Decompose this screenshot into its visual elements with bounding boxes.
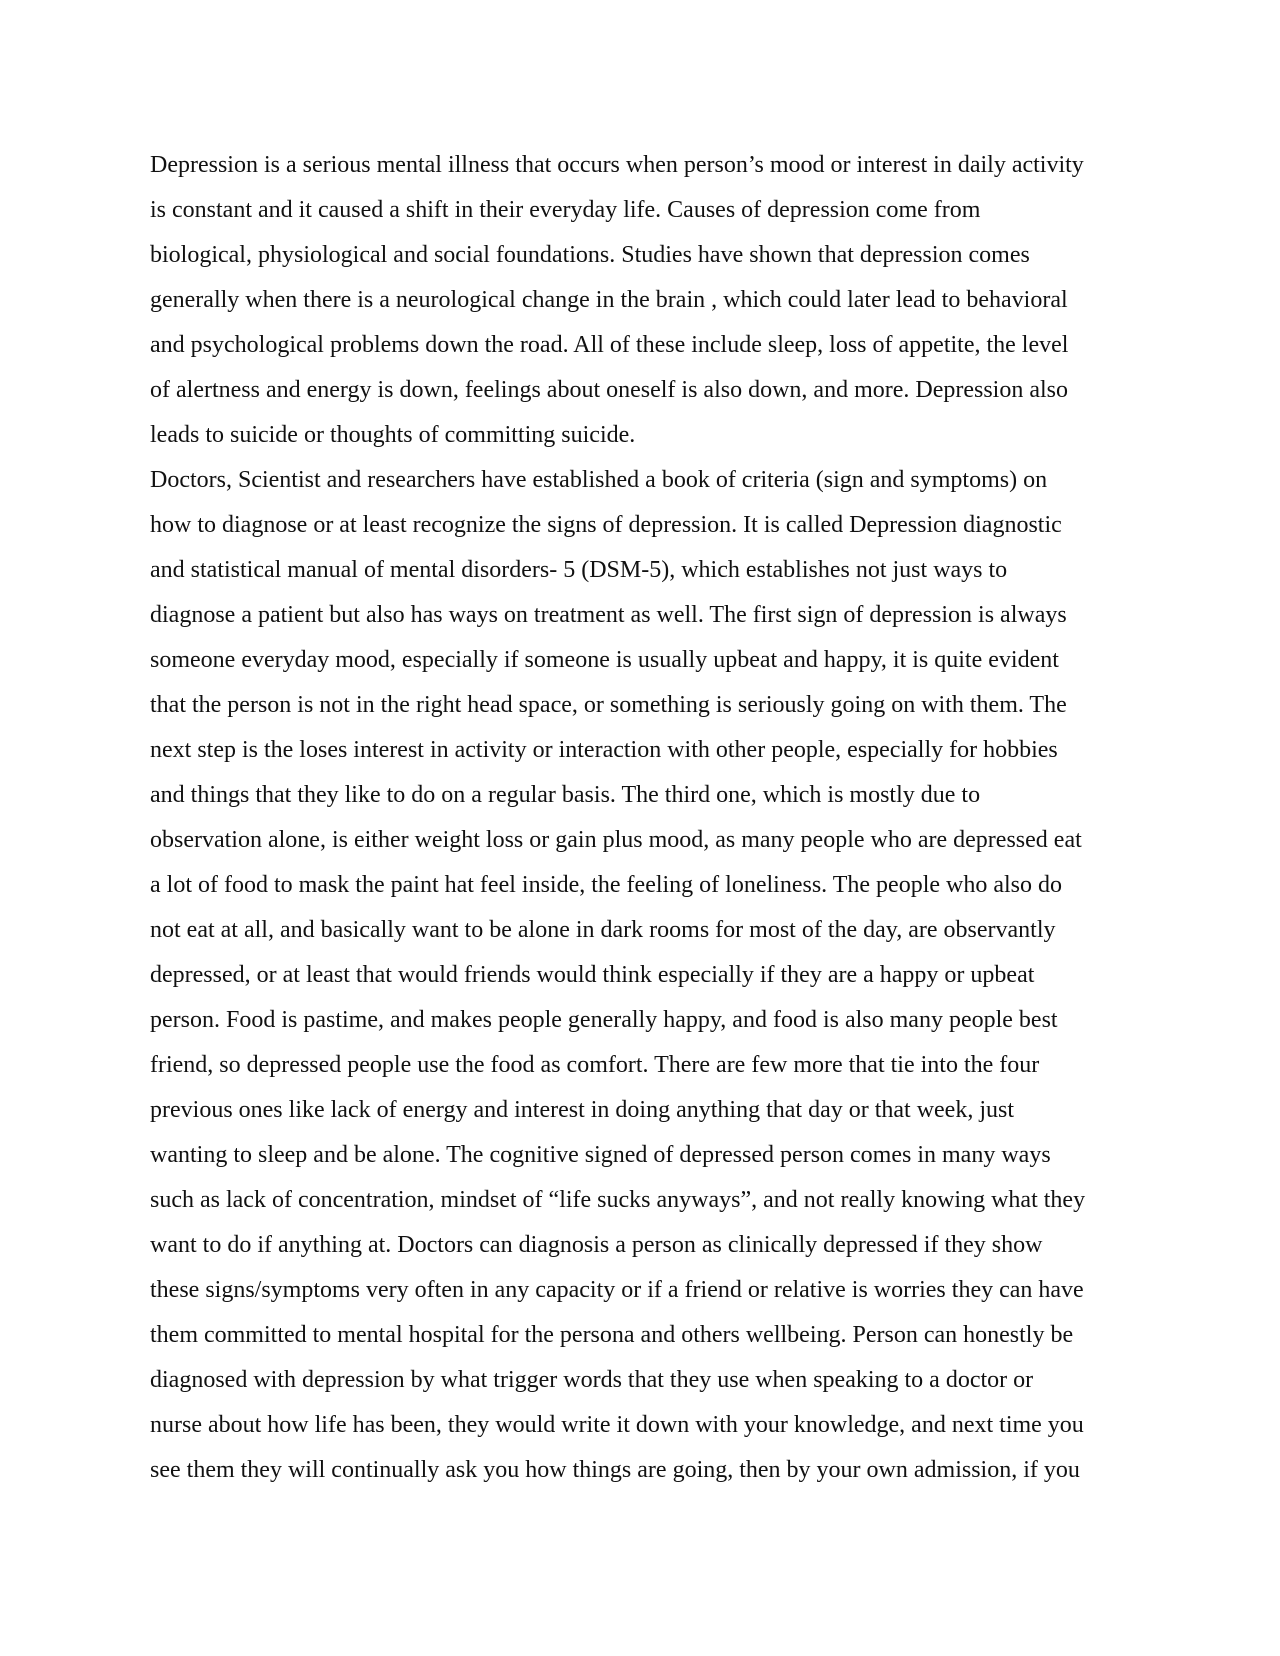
text-line: such as lack of concentration, mindset of “life sucks anyways”, and not really knowing what they — [150, 1187, 1086, 1213]
text-line: next step is the loses interest in activity or interaction with other people, especially for hobbies — [150, 737, 1058, 763]
text-line: a lot of food to mask the paint hat feel inside, the feeling of loneliness. The people who also do — [150, 872, 1062, 898]
text-line: depressed, or at least that would friends would think especially if they are a happy or upbeat — [150, 962, 1035, 988]
text-line: these signs/symptoms very often in any capacity or if a friend or relative is worries they can have — [150, 1277, 1084, 1303]
text-line: Depression is a serious mental illness that occurs when person’s mood or interest in daily activity — [150, 152, 1084, 178]
text-line: want to do if anything at. Doctors can diagnosis a person as clinically depressed if they show — [150, 1232, 1043, 1258]
text-line: and psychological problems down the road. All of these include sleep, loss of appetite, the level — [150, 332, 1069, 358]
text-line: person. Food is pastime, and makes people generally happy, and food is also many people best — [150, 1007, 1058, 1033]
text-line: diagnosed with depression by what trigger words that they use when speaking to a doctor or — [150, 1367, 1034, 1393]
text-line: them committed to mental hospital for the persona and others wellbeing. Person can honestly be — [150, 1322, 1074, 1348]
text-line: and things that they like to do on a regular basis. The third one, which is mostly due to — [150, 782, 981, 808]
text-line: someone everyday mood, especially if someone is usually upbeat and happy, it is quite evident — [150, 647, 1059, 673]
text-line: observation alone, is either weight loss or gain plus mood, as many people who are depressed eat — [150, 827, 1082, 853]
text-line: and statistical manual of mental disorders- 5 (DSM-5), which establishes not just ways to — [150, 557, 1008, 583]
text-line: nurse about how life has been, they would write it down with your knowledge, and next time you — [150, 1412, 1084, 1438]
text-line: previous ones like lack of energy and interest in doing anything that day or that week, just — [150, 1097, 1015, 1123]
text-line: friend, so depressed people use the food as comfort. There are few more that tie into the four — [150, 1052, 1040, 1078]
text-line: that the person is not in the right head space, or something is seriously going on with them. The — [150, 692, 1067, 718]
text-line: see them they will continually ask you how things are going, then by your own admission, if you — [150, 1457, 1080, 1483]
text-line: Doctors, Scientist and researchers have established a book of criteria (sign and symptoms) on — [150, 467, 1048, 493]
text-line: how to diagnose or at least recognize the signs of depression. It is called Depression diagnostic — [150, 512, 1062, 538]
text-line: not eat at all, and basically want to be alone in dark rooms for most of the day, are observantly — [150, 917, 1056, 943]
text-line: generally when there is a neurological change in the brain , which could later lead to behavioral — [150, 287, 1068, 313]
body-text — [150, 143, 1150, 1493]
text-line: biological, physiological and social foundations. Studies have shown that depression comes — [150, 242, 1030, 268]
text-line: leads to suicide or thoughts of committing suicide. — [150, 422, 636, 448]
text-line: diagnose a patient but also has ways on treatment as well. The first sign of depression is always — [150, 602, 1067, 628]
text-line: is constant and it caused a shift in their everyday life. Causes of depression come from — [150, 197, 981, 223]
text-line: wanting to sleep and be alone. The cognitive signed of depressed person comes in many ways — [150, 1142, 1051, 1168]
text-line: of alertness and energy is down, feelings about oneself is also down, and more. Depression also — [150, 377, 1069, 403]
